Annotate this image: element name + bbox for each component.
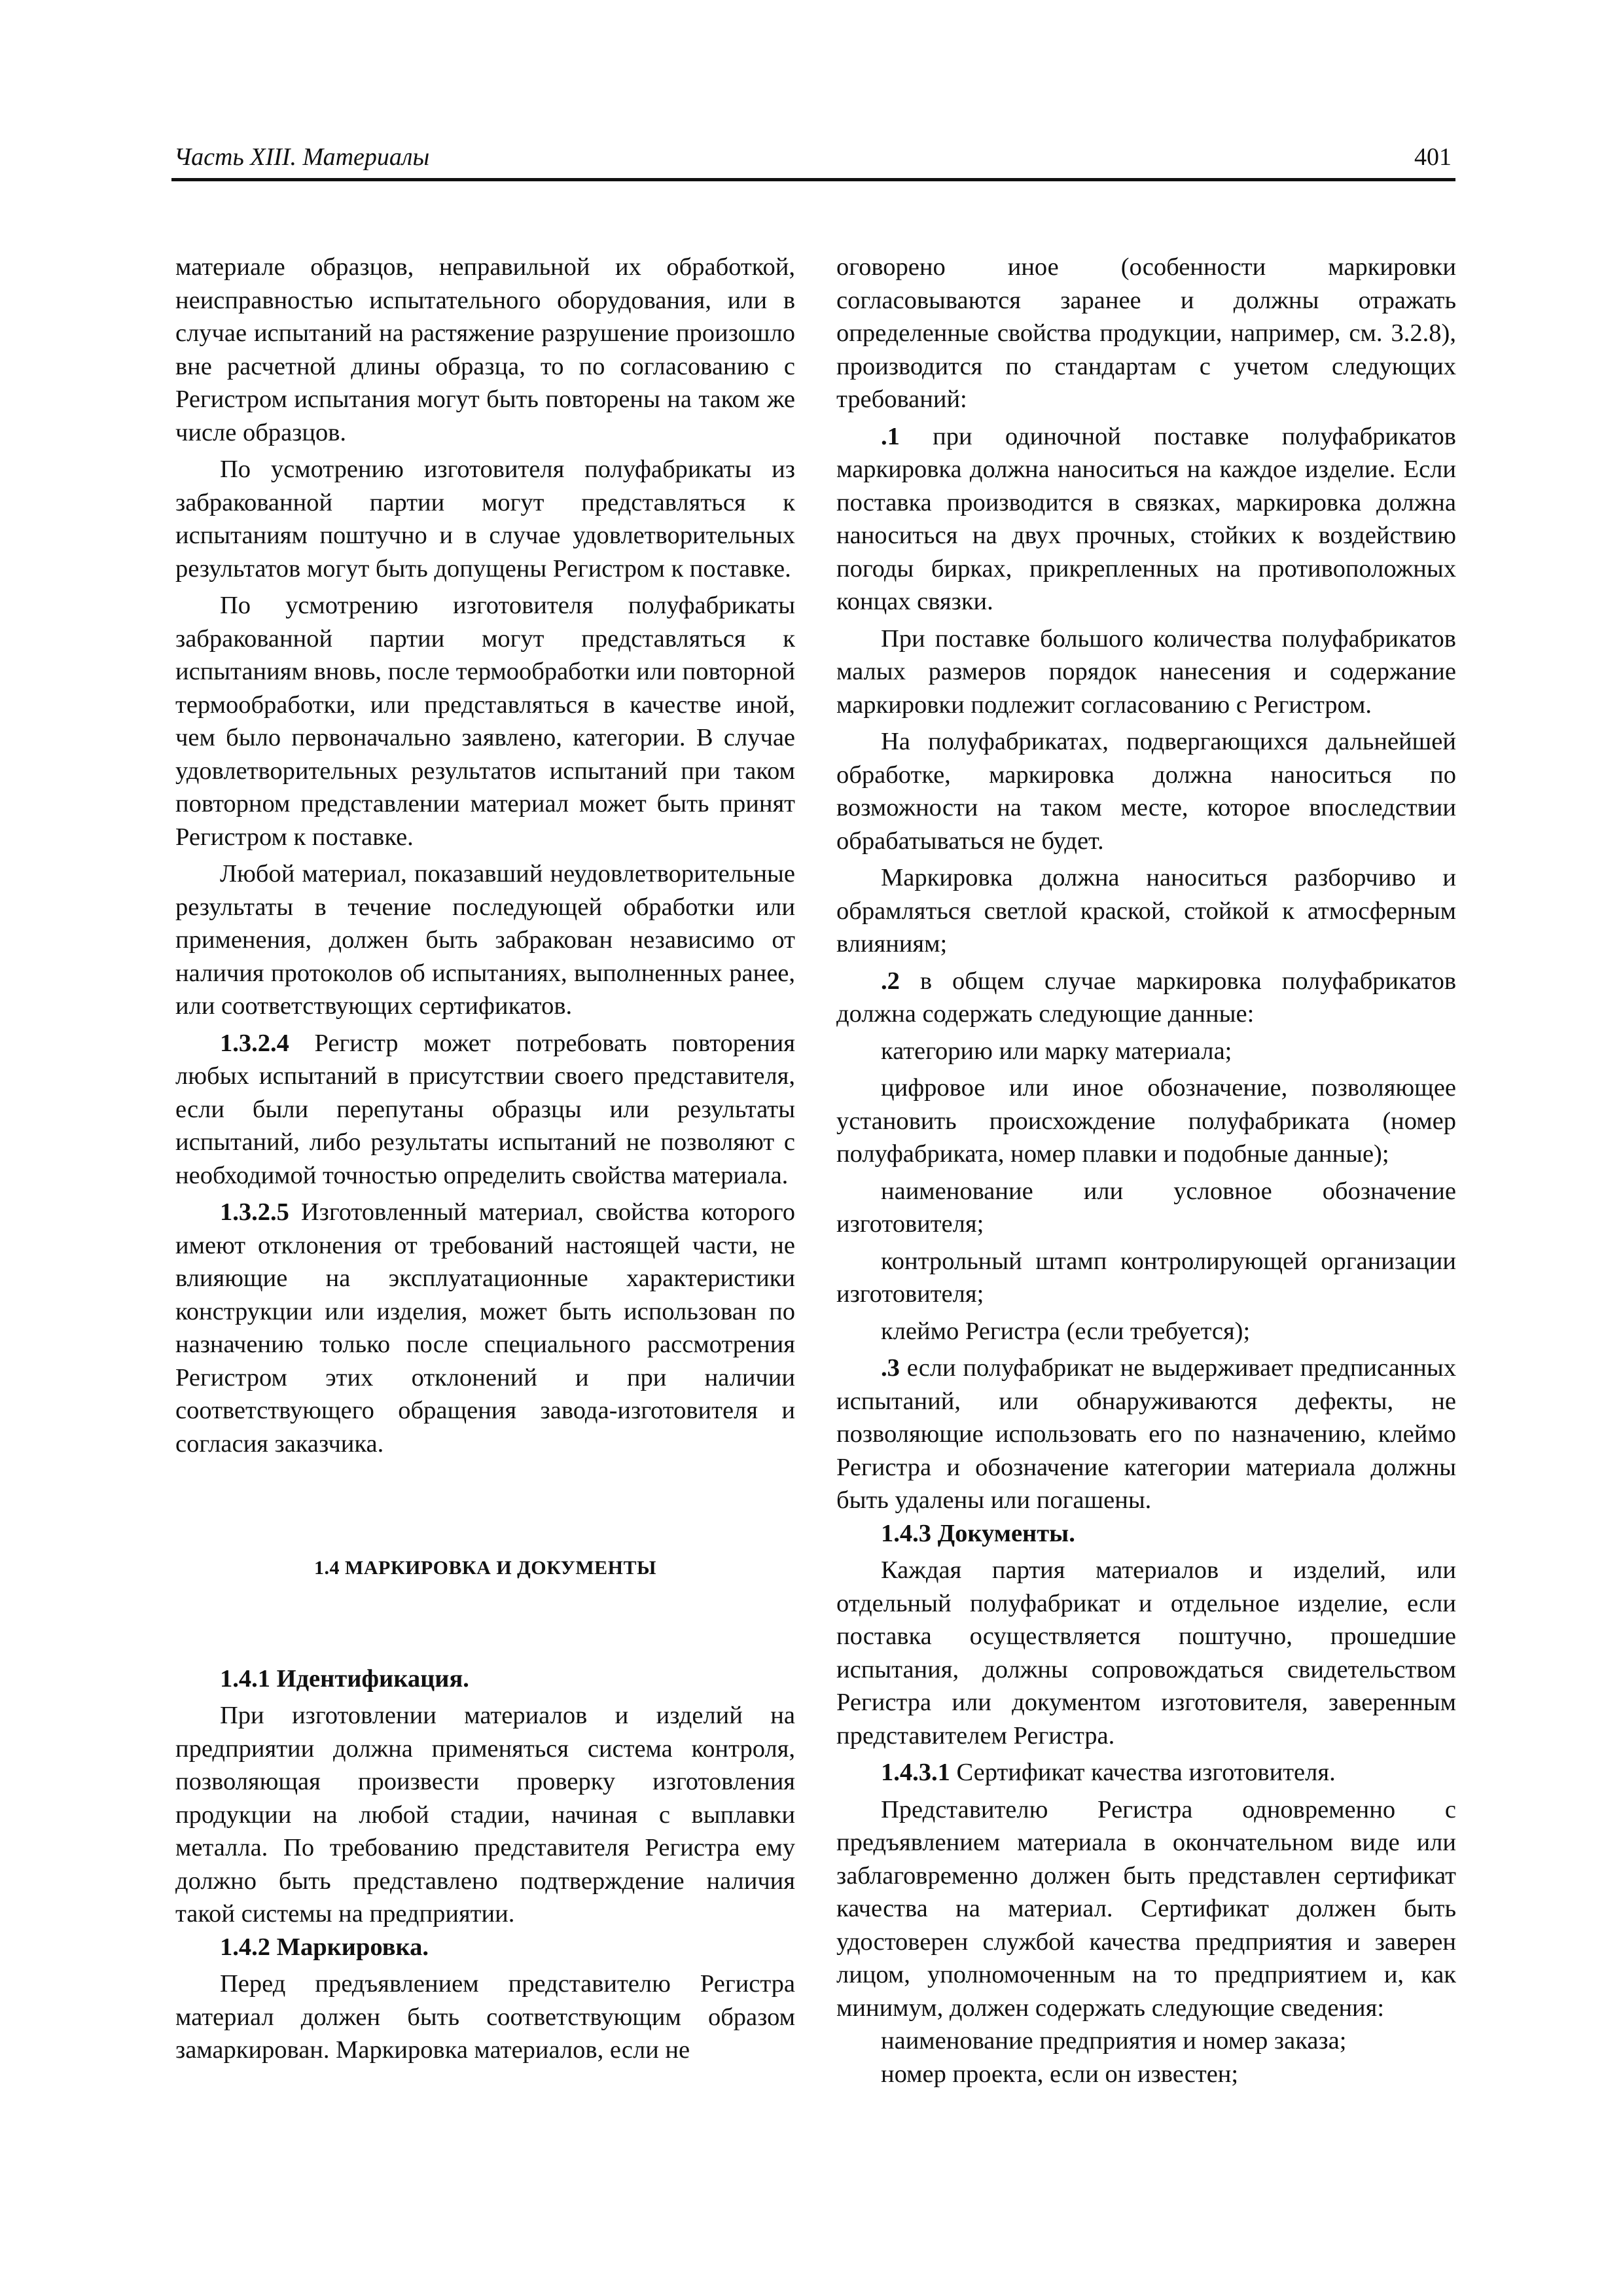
list-item: категорию или марку материала; bbox=[881, 1037, 1232, 1065]
paragraph: По усмотрению изготовителя полуфабрикаты из забракованной партии могут представляться к испытаниям поштучно и в случае удовлетворительных результатов могут быть допущены Регистром к поставке. bbox=[175, 456, 795, 583]
clause-text: Изготовленный материал, свойства которого имеют отклонения от требований настоящей части, не влияющие на эксплуатационные характеристики конструкции или изделия, может быть использован по назначению только после специального рассмотрения Регистром этих отклонений и при наличии соответствующего обращения завода-изготовителя и согласия заказчика. bbox=[175, 1198, 795, 1458]
clause-1-3-2-4 bbox=[175, 1027, 795, 1193]
list-item: контрольный штамп контролирующей организации изготовителя; bbox=[836, 1247, 1456, 1308]
right-column bbox=[836, 251, 1456, 2090]
clause-1-3-2-5 bbox=[175, 1196, 795, 1460]
subsection-heading-identification: 1.4.1 Идентификация. bbox=[220, 1664, 469, 1693]
page-number: 401 bbox=[1414, 143, 1452, 171]
header-title: Часть XIII. Материалы bbox=[174, 143, 430, 171]
left-column bbox=[175, 251, 795, 2067]
paragraph: материале образцов, неправильной их обработкой, неисправностью испытательного оборудования, или в случае испытаний на растяжение разрушение произошло вне расчетной длины образца, то по согласованию с Регистром испытания могут быть повторены на таком же числе образцов. bbox=[175, 253, 795, 446]
paragraph: Представителю Регистра одновременно с предъявлением материала в окончательном виде или заблаговременно должен быть представлен сертификат качества на материал. Сертификат должен быть удостоверен службой качества предприятия и заверен лицом, уполномоченным на то предприятием и, как минимум, должен содержать следующие сведения: bbox=[836, 1795, 1456, 2022]
header-rule bbox=[171, 178, 1455, 181]
paragraph: Любой материал, показавший неудовлетворительные результаты в течение последующей обработки или применения, должен быть забракован независимо от наличия протоколов об испытаниях, выполненных ранее, или соответствующих сертификатов. bbox=[175, 860, 795, 1020]
subsection-heading-documents: 1.4.3 Документы. bbox=[881, 1519, 1075, 1547]
subsection-heading-marking: 1.4.2 Маркировка. bbox=[220, 1933, 429, 1961]
list-item: клеймо Регистра (если требуется); bbox=[881, 1317, 1251, 1345]
list-item: номер проекта, если он известен; bbox=[881, 2060, 1239, 2088]
item-text: если полуфабрикат не выдерживает предписанных испытаний, или обнаруживаются дефекты, не позволяющие использовать его по назначению, клеймо Регистра и обозначение категории материала должны быть удалены или погашены. bbox=[836, 1354, 1456, 1514]
paragraph: Каждая партия материалов и изделий, или отдельный полуфабрикат и отдельное изделие, если поставка осуществляется поштучно, прошедшие испытания, должны сопровождаться свидетельством Регистра или документом изготовителя, заверенным представителем Регистра. bbox=[836, 1556, 1456, 1749]
clause-number: 1.3.2.5 bbox=[220, 1198, 289, 1226]
item-text: при одиночной поставке полуфабрикатов маркировка должна наноситься на каждое изделие. Если поставка производится в связках, маркировка должна наноситься на двух прочных, стойких к воздействию погоды бирках, прикрепленных на противоположных концах связки. bbox=[836, 422, 1456, 615]
paragraph: При изготовлении материалов и изделий на предприятии должна применяться система контроля, позволяющая произвести проверку изготовления продукции на любой стадии, начиная с выплавки металла. По требованию представителя Регистра ему должно быть представлено подтверждение наличия такой системы на предприятии. bbox=[175, 1702, 795, 1928]
clause-number: 1.4.3.1 bbox=[881, 1759, 950, 1786]
item-number: .2 bbox=[881, 967, 900, 995]
item-number: .1 bbox=[881, 422, 900, 450]
paragraph: По усмотрению изготовителя полуфабрикаты забракованной партии могут представляться к испытаниям вновь, после термообработки или повторной термообработки, или представляться в качестве иной, чем было первоначально заявлено, категории. В случае удовлетворительных результатов испытаний при таком повторном представлении материал может быть принят Регистром к поставке. bbox=[175, 592, 795, 851]
clause-item-3 bbox=[836, 1352, 1456, 1517]
paragraph: оговорено иное (особенности маркировки согласовываются заранее и должны отражать определенные свойства продукции, например, см. 3.2.8), производится по стандартам с учетом следующих требований: bbox=[836, 253, 1456, 413]
clause-text: Регистр может потребовать повторения любых испытаний в присутствии своего представителя, если были перепутаны образцы или результаты испытаний, либо результаты испытаний не позволяют с необходимой точностью определить свойства материала. bbox=[175, 1029, 795, 1189]
clause-text: Сертификат качества изготовителя. bbox=[950, 1759, 1336, 1786]
item-text: в общем случае маркировка полуфабрикатов должна содержать следующие данные: bbox=[836, 967, 1456, 1028]
running-header bbox=[171, 141, 1455, 179]
paragraph: Маркировка должна наноситься разборчиво и обрамляться светлой краской, стойкой к атмосферным влияниям; bbox=[836, 864, 1456, 958]
paragraph: На полуфабрикатах, подвергающихся дальнейшей обработке, маркировка должна наноситься по возможности на таком месте, которое впоследствии обрабатываться не будет. bbox=[836, 728, 1456, 855]
clause-item-1 bbox=[836, 420, 1456, 619]
clause-number: 1.3.2.4 bbox=[220, 1029, 289, 1057]
clause-1-4-3-1 bbox=[836, 1756, 1456, 1789]
section-heading: 1.4 МАРКИРОВКА И ДОКУМЕНТЫ bbox=[314, 1557, 656, 1579]
paragraph: Перед предъявлением представителю Регистра материал должен быть соответствующим образом замаркирован. Маркировка материалов, если не bbox=[175, 1970, 795, 2064]
clause-item-2 bbox=[836, 965, 1456, 1031]
list-item: наименование предприятия и номер заказа; bbox=[881, 2027, 1347, 2054]
list-item: наименование или условное обозначение изготовителя; bbox=[836, 1177, 1456, 1238]
list-item: цифровое или иное обозначение, позволяющее установить происхождение полуфабриката (номер полуфабриката, номер плавки и подобные данные); bbox=[836, 1074, 1456, 1168]
item-number: .3 bbox=[881, 1354, 900, 1382]
paragraph: При поставке большого количества полуфабрикатов малых размеров порядок нанесения и содержание маркировки подлежит согласованию с Регистром. bbox=[836, 624, 1456, 719]
